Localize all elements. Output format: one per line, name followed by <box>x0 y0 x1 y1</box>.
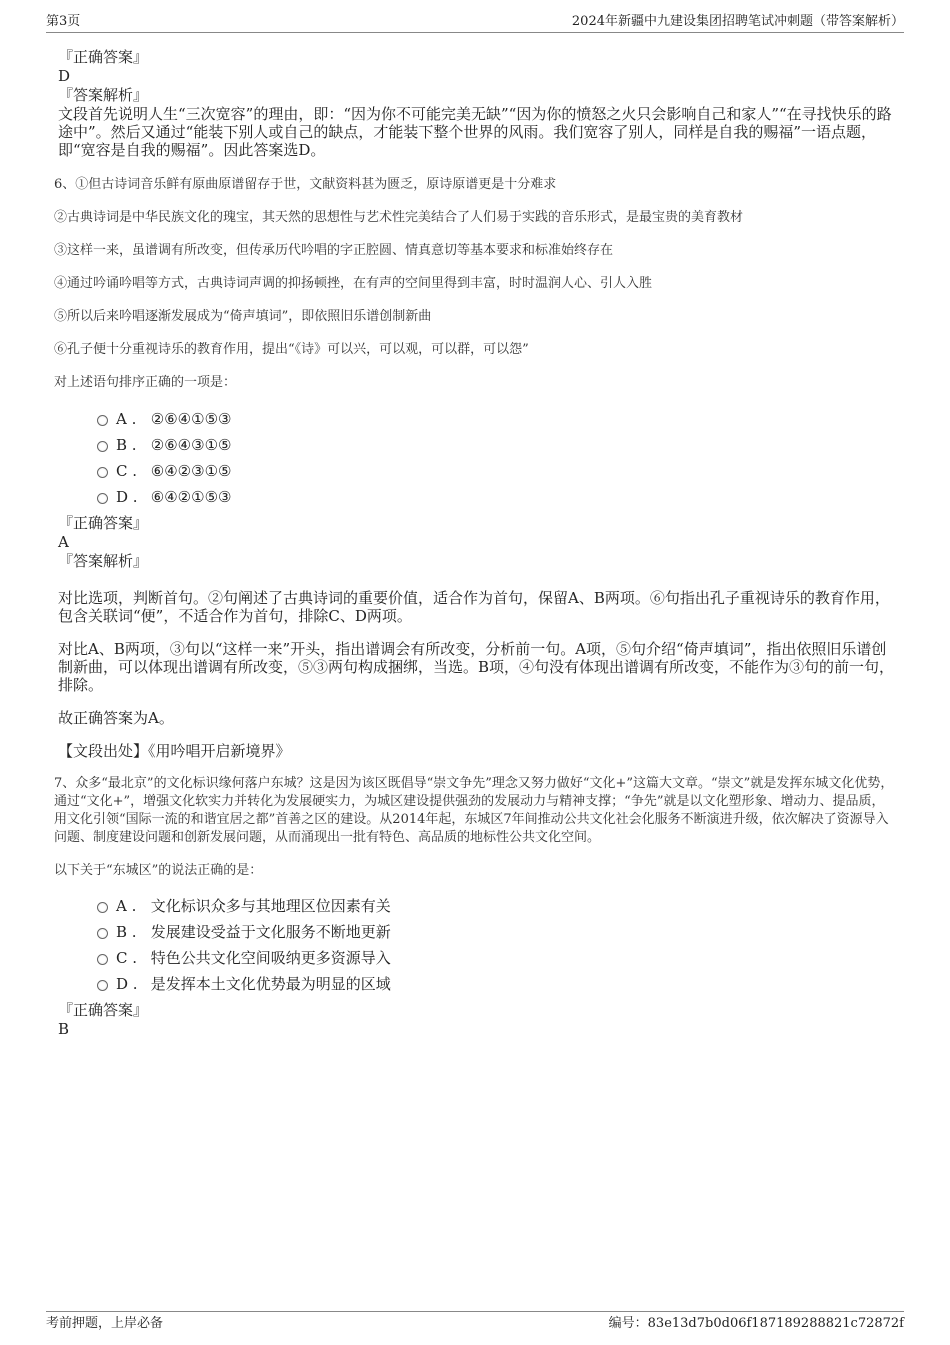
page-number: 第3页 <box>46 14 81 29</box>
answer-value: A <box>58 533 69 551</box>
radio-icon[interactable] <box>97 493 108 504</box>
option-letter: D . <box>116 488 138 506</box>
option-b[interactable] <box>56 919 896 945</box>
option-letter: B . <box>116 436 137 454</box>
option-letter: A . <box>116 410 137 428</box>
options-list <box>56 893 896 997</box>
option-letter: C . <box>116 462 138 480</box>
document-title: 2024年新疆中九建设集团招聘笔试冲刺题（带答案解析） <box>571 14 904 29</box>
answer-value: D <box>58 67 71 85</box>
option-letter: A . <box>116 897 137 915</box>
radio-icon[interactable] <box>97 954 108 965</box>
analysis-text: 对比选项，判断首句。②句阐述了古典诗词的重要价值，适合作为首句，保留A、B两项。⑥句指出孔子重视诗乐的教育作用，包含关联词“便”，不适合作为首句，排除C、D两项。 <box>58 589 890 625</box>
question-sentence: ⑤所以后来吟唱逐渐发展成为“倚声填词”，即依照旧乐谱创制新曲 <box>54 309 432 324</box>
answer-label: 『正确答案』 <box>58 514 149 532</box>
page-header <box>46 14 904 33</box>
answer-label: 『正确答案』 <box>58 1001 149 1019</box>
option-a[interactable] <box>56 893 896 919</box>
analysis-label: 『答案解析』 <box>58 86 149 104</box>
option-letter: C . <box>116 949 138 967</box>
footer-slogan: 考前押题，上岸必备 <box>46 1316 164 1331</box>
option-text: ⑥④②①⑤③ <box>150 488 232 506</box>
option-text: 是发挥本土文化优势最为明显的区域 <box>150 975 391 993</box>
options-list <box>56 406 896 510</box>
analysis-text: 故正确答案为A。 <box>58 709 174 727</box>
radio-icon[interactable] <box>97 980 108 991</box>
option-b[interactable] <box>56 432 896 458</box>
option-text: 特色公共文化空间吸纳更多资源导入 <box>150 949 391 967</box>
question-sentence: ③这样一来，虽谱调有所改变，但传承历代吟唱的字正腔圆、情真意切等基本要求和标准始终存在 <box>54 243 614 258</box>
page-content <box>56 48 896 1039</box>
question-sentence: ⑥孔子便十分重视诗乐的教育作用，提出“《诗》可以兴，可以观，可以群，可以怨” <box>54 342 529 357</box>
option-letter: D . <box>116 975 138 993</box>
analysis-text: 对比A、B两项，③句以“这样一来”开头，指出谱调会有所改变，分析前一句。A项，⑤句介绍“倚声填词”，指出依照旧乐谱创制新曲，可以体现出谱调有所改变，⑤③两句构成捆绑，当选。B项，④句没有体现出谱调有所改变，不能作为③句的前一句，排除。 <box>58 640 895 694</box>
option-text: ②⑥④③①⑤ <box>150 436 232 454</box>
option-d[interactable] <box>56 484 896 510</box>
question-sentence: ②古典诗词是中华民族文化的瑰宝，其天然的思想性与艺术性完美结合了人们易于实践的音乐形式，是最宝贵的美育教材 <box>54 210 744 225</box>
radio-icon[interactable] <box>97 928 108 939</box>
option-letter: B . <box>116 923 137 941</box>
radio-icon[interactable] <box>97 902 108 913</box>
option-text: 文化标识众多与其地理区位因素有关 <box>150 897 391 915</box>
question-prompt: 以下关于“东城区”的说法正确的是： <box>54 863 263 878</box>
option-c[interactable] <box>56 458 896 484</box>
page-footer <box>46 1311 904 1331</box>
question-sentence: 6、①但古诗词音乐鲜有原曲原谱留存于世，文献资料甚为匮乏，原诗原谱更是十分难求 <box>54 177 557 192</box>
radio-icon[interactable] <box>97 441 108 452</box>
question-stem: 7、众多“最北京”的文化标识缘何落户东城？这是因为该区既倡导“崇文争先”理念又努力做好“文化+”这篇大文章。“崇文”就是发挥东城文化优势，通过“文化+”，增强文化软实力并转化为发展硬实力，为城区建设提供强劲的发展动力与精神支撑；“争先”就是以文化塑形象、增动力、提品质，用文化引领“国际一流的和谐宜居之都”首善之区的建设。从2014年起，东城区7年间推动公共文化社会化服务不断演进升级，依次解决了资源导入问题、制度建设问题和创新发展问题，从而涌现出一批有特色、高品质的地标性公共文化空间。 <box>54 776 894 845</box>
option-text: ⑥④②③①⑤ <box>150 462 232 480</box>
option-text: 发展建设受益于文化服务不断地更新 <box>150 923 391 941</box>
radio-icon[interactable] <box>97 467 108 478</box>
analysis-label: 『答案解析』 <box>58 552 149 570</box>
answer-label: 『正确答案』 <box>58 48 149 66</box>
option-d[interactable] <box>56 971 896 997</box>
option-a[interactable] <box>56 406 896 432</box>
option-c[interactable] <box>56 945 896 971</box>
option-text: ②⑥④①⑤③ <box>150 410 232 428</box>
analysis-text: 文段首先说明人生“三次宽容”的理由，即：“因为你不可能完美无缺”“因为你的愤怒之火只会影响自己和家人”“在寻找快乐的路途中”。然后又通过“能装下别人或自己的缺点，才能装下整个世界的风雨。我们宽容了别人，同样是自我的赐福”一语点题，即“宽容是自我的赐福”。因此答案选D。 <box>58 105 892 159</box>
document-code: 编号：83e13d7b0d06f187189288821c72872f <box>608 1316 904 1331</box>
question-sentence: ④通过吟诵吟唱等方式，古典诗词声调的抑扬顿挫，在有声的空间里得到丰富，时时温润人心、引人入胜 <box>54 276 653 291</box>
radio-icon[interactable] <box>97 415 108 426</box>
answer-value: B <box>58 1020 70 1038</box>
question-prompt: 对上述语句排序正确的一项是： <box>54 375 237 390</box>
source-note: 【文段出处】《用吟唱开启新境界》 <box>58 742 291 760</box>
